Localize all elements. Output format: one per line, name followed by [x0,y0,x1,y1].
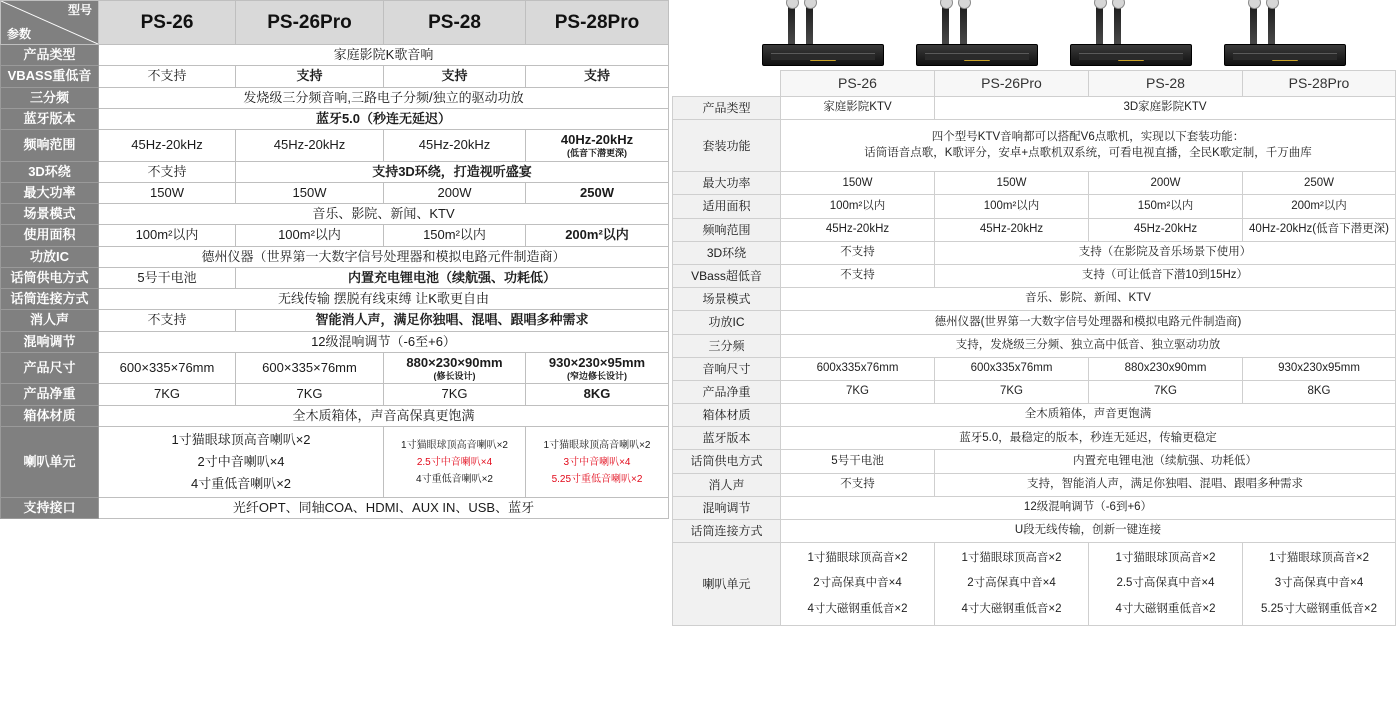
left-spec-row [1,225,669,246]
right-header-row [673,71,1396,97]
left-row-value-1: 不支持 [99,310,236,331]
right-row-value-1: 600x335x76mm [781,357,935,380]
right-row-label: 三分频 [673,334,781,357]
right-speaker-cell-2: 1寸猫眼球顶高音×2 2寸高保真中音×4 4寸大磁钢重低音×2 [935,543,1089,626]
left-row-label: 3D环绕 [1,161,99,182]
microphone-icon [1096,2,1103,46]
left-row-value-merged: 家庭影院K歌音响 [99,45,669,66]
microphone-icon [788,2,795,46]
left-spec-row [1,352,669,384]
left-row-value-2: 支持 [236,66,384,87]
right-spec-table-pane [670,0,1397,715]
left-spec-row [1,289,669,310]
left-spec-row [1,182,669,203]
left-model-header-2: PS-26Pro [236,1,384,45]
right-spec-row [673,334,1396,357]
left-row-value-merged: 音乐、影院、新闻、KTV [99,204,669,225]
left-row-value-1: 7KG [99,384,236,405]
left-row-label: 支持接口 [1,498,99,519]
right-spec-row [673,97,1396,120]
right-row-value-3: 150m²以内 [1089,195,1243,218]
right-row-value-1: 100m²以内 [781,195,935,218]
right-row-value-1: 45Hz-20kHz [781,218,935,241]
left-row-value-2: 内置充电锂电池（续航强、功耗低） [236,267,669,288]
left-row-value-merged: 蓝牙5.0（秒连无延迟） [99,108,669,129]
soundbar-icon [1224,44,1346,66]
right-row-value-1: 全木质箱体，声音更饱满 [781,404,1396,427]
microphone-icon [1250,2,1257,46]
right-spec-row [673,264,1396,287]
right-spec-row [673,195,1396,218]
right-row-value-1: 不支持 [781,473,935,496]
left-row-value-3: 150m²以内 [384,225,526,246]
right-row-label: 喇叭单元 [673,543,781,626]
left-spec-row [1,204,669,225]
right-row-value-2: 支持（可让低音下潜10到15Hz） [935,264,1396,287]
right-row-value-1: 不支持 [781,241,935,264]
left-spec-row [1,405,669,426]
brand-badge-icon [964,55,990,61]
left-spec-row [1,267,669,288]
left-row-label: 产品尺寸 [1,352,99,384]
left-spec-row [1,384,669,405]
right-row-label: 箱体材质 [673,404,781,427]
right-row-value-4: 250W [1243,172,1396,195]
brand-badge-icon [1272,55,1298,61]
left-row-value-1: 不支持 [99,66,236,87]
right-spec-table [672,70,1396,626]
right-row-label: 3D环绕 [673,241,781,264]
left-row-label: 话筒供电方式 [1,267,99,288]
left-row-value-1: 45Hz-20kHz [99,130,236,162]
product-image-row [672,0,1397,70]
right-model-header-4: PS-28Pro [1243,71,1396,97]
left-spec-table [0,0,669,519]
right-row-label: 最大功率 [673,172,781,195]
right-row-label: VBass超低音 [673,264,781,287]
left-row-value-3: 880×230×90mm (修长设计) [384,352,526,384]
left-spec-row [1,498,669,519]
left-row-value-2: 45Hz-20kHz [236,130,384,162]
right-row-value-4: 200m²以内 [1243,195,1396,218]
left-spec-table-pane [0,0,670,715]
brand-badge-icon [1118,55,1144,61]
right-row-value-2: 150W [935,172,1089,195]
right-row-label: 混响调节 [673,496,781,519]
right-spec-row [673,311,1396,334]
right-row-value-1: 蓝牙5.0，最稳定的版本，秒连无延迟，传输更稳定 [781,427,1396,450]
right-row-label: 音响尺寸 [673,357,781,380]
right-row-value-1: 德州仪器(世界第一大数字信号处理器和模拟电路元件制造商) [781,311,1396,334]
right-row-label: 适用面积 [673,195,781,218]
right-row-value-2: 100m²以内 [935,195,1089,218]
left-row-value-2: 7KG [236,384,384,405]
right-spec-row [673,380,1396,403]
left-row-value-4: 8KG [526,384,669,405]
right-model-header-2: PS-26Pro [935,71,1089,97]
left-header-row [1,1,669,45]
left-spec-row [1,66,669,87]
left-speaker-cell-1: 1寸猫眼球顶高音喇叭×2 2寸中音喇叭×4 4寸重低音喇叭×2 [99,426,384,497]
left-spec-row [1,45,669,66]
right-spec-row [673,357,1396,380]
left-model-header-4: PS-28Pro [526,1,669,45]
right-model-header-3: PS-28 [1089,71,1243,97]
right-row-label: 产品净重 [673,380,781,403]
microphone-icon [806,2,813,46]
right-row-value-1: U段无线传输，创新一键连接 [781,520,1396,543]
right-spec-row [673,218,1396,241]
left-row-value-2: 智能消人声，满足你独唱、混唱、跟唱多种需求 [236,310,669,331]
right-speaker-cell-1: 1寸猫眼球顶高音×2 2寸高保真中音×4 4寸大磁钢重低音×2 [781,543,935,626]
right-row-label: 话筒连接方式 [673,520,781,543]
right-spec-row [673,543,1396,626]
left-row-label: 三分频 [1,87,99,108]
left-row-value-1: 100m²以内 [99,225,236,246]
corner-header-cell [1,1,99,45]
left-row-value-2: 150W [236,182,384,203]
product-image-ps26 [750,0,904,70]
right-spec-row [673,241,1396,264]
right-row-value-3: 200W [1089,172,1243,195]
left-row-value-merged: 光纤OPT、同轴COA、HDMI、AUX IN、USB、蓝牙 [99,498,669,519]
right-row-value-2: 7KG [935,380,1089,403]
left-row-value-4: 支持 [526,66,669,87]
left-spec-row [1,87,669,108]
right-row-label: 消人声 [673,473,781,496]
right-row-value-1: 支持，发烧级三分频、独立高中低音、独立驱动功放 [781,334,1396,357]
left-row-value-4: 40Hz-20kHz (低音下潜更深) [526,130,669,162]
soundbar-icon [1070,44,1192,66]
right-row-value-4: 930x230x95mm [1243,357,1396,380]
right-spec-row [673,427,1396,450]
right-row-label: 产品类型 [673,97,781,120]
right-row-value-1: 150W [781,172,935,195]
right-row-value-2: 45Hz-20kHz [935,218,1089,241]
right-row-value-3: 45Hz-20kHz [1089,218,1243,241]
left-row-value-merged: 发烧级三分频音响,三路电子分频/独立的驱动功放 [99,87,669,108]
left-row-label: 话筒连接方式 [1,289,99,310]
left-row-value-merged: 全木质箱体，声音高保真更饱满 [99,405,669,426]
product-image-ps28 [1058,0,1212,70]
right-row-label: 场景模式 [673,288,781,311]
right-row-value-3: 7KG [1089,380,1243,403]
left-row-value-3: 200W [384,182,526,203]
brand-badge-icon [810,55,836,61]
right-spec-row [673,288,1396,311]
right-row-value-1: 12级混响调节（-6到+6） [781,496,1396,519]
left-spec-row [1,108,669,129]
left-row-value-2: 600×335×76mm [236,352,384,384]
left-spec-row [1,426,669,497]
microphone-icon [1268,2,1275,46]
corner-label-model: 型号 [67,3,92,17]
right-row-value-2: 3D家庭影院KTV [935,97,1396,120]
left-row-value-2: 支持3D环绕，打造视听盛宴 [236,161,669,182]
left-spec-row [1,310,669,331]
right-row-value-1: 四个型号KTV音响都可以搭配V6点歌机，实现以下套装功能： 话筒语音点歌，K歌评分，安卓+点歌机双系统，可看电视直播，全民K歌定制，千万曲库 [781,120,1396,172]
right-row-label: 蓝牙版本 [673,427,781,450]
left-row-label: 场景模式 [1,204,99,225]
left-row-value-merged: 12级混响调节（-6至+6） [99,331,669,352]
right-row-value-1: 5号干电池 [781,450,935,473]
left-row-label: 最大功率 [1,182,99,203]
soundbar-icon [762,44,884,66]
soundbar-icon [916,44,1038,66]
left-row-label: VBASS重低音 [1,66,99,87]
left-model-header-3: PS-28 [384,1,526,45]
right-row-value-4: 40Hz-20kHz(低音下潜更深) [1243,218,1396,241]
right-row-label: 话筒供电方式 [673,450,781,473]
right-spec-row [673,450,1396,473]
left-row-label: 产品净重 [1,384,99,405]
microphone-icon [960,2,967,46]
right-spec-row [673,404,1396,427]
microphone-icon [942,2,949,46]
right-model-header-1: PS-26 [781,71,935,97]
right-row-value-2: 支持（在影院及音乐场景下使用） [935,241,1396,264]
left-spec-row [1,331,669,352]
left-row-value-1: 5号干电池 [99,267,236,288]
left-row-value-merged: 德州仪器（世界第一大数字信号处理器和模拟电路元件制造商） [99,246,669,267]
right-row-value-2: 支持，智能消人声，满足你独唱、混唱、跟唱多种需求 [935,473,1396,496]
left-spec-row [1,161,669,182]
microphone-icon [1114,2,1121,46]
right-speaker-cell-4: 1寸猫眼球顶高音×2 3寸高保真中音×4 5.25寸大磁钢重低音×2 [1243,543,1396,626]
right-spec-row [673,520,1396,543]
left-spec-row [1,130,669,162]
right-corner-blank [673,71,781,97]
right-row-label: 功放IC [673,311,781,334]
right-row-value-1: 音乐、影院、新闻、KTV [781,288,1396,311]
right-spec-row [673,496,1396,519]
left-row-value-4: 930×230×95mm (窄边修长设计) [526,352,669,384]
right-spec-row [673,120,1396,172]
right-row-value-1: 家庭影院KTV [781,97,935,120]
left-row-value-4: 250W [526,182,669,203]
left-row-label: 混响调节 [1,331,99,352]
left-row-value-1: 不支持 [99,161,236,182]
product-image-ps26pro [904,0,1058,70]
right-row-label: 套装功能 [673,120,781,172]
right-row-label: 频响范围 [673,218,781,241]
right-row-value-1: 7KG [781,380,935,403]
right-row-value-1: 不支持 [781,264,935,287]
left-model-header-1: PS-26 [99,1,236,45]
left-row-value-3: 7KG [384,384,526,405]
left-row-label: 频响范围 [1,130,99,162]
left-row-label: 蓝牙版本 [1,108,99,129]
right-row-value-2: 内置充电锂电池（续航强、功耗低） [935,450,1396,473]
left-row-label: 箱体材质 [1,405,99,426]
left-row-value-1: 600×335×76mm [99,352,236,384]
left-row-label: 消人声 [1,310,99,331]
left-spec-row [1,246,669,267]
left-row-value-1: 150W [99,182,236,203]
left-speaker-cell-3: 1寸猫眼球顶高音喇叭×2 3寸中音喇叭×4 5.25寸重低音喇叭×2 [526,426,669,497]
left-row-value-3: 支持 [384,66,526,87]
right-row-value-2: 600x335x76mm [935,357,1089,380]
left-row-label: 功放IC [1,246,99,267]
right-spec-row [673,473,1396,496]
left-row-label: 产品类型 [1,45,99,66]
left-row-value-3: 45Hz-20kHz [384,130,526,162]
left-row-value-2: 100m²以内 [236,225,384,246]
left-row-label: 喇叭单元 [1,426,99,497]
corner-label-param: 参数 [7,27,32,41]
right-row-value-3: 880x230x90mm [1089,357,1243,380]
left-speaker-cell-2: 1寸猫眼球顶高音喇叭×2 2.5寸中音喇叭×4 4寸重低音喇叭×2 [384,426,526,497]
right-row-value-4: 8KG [1243,380,1396,403]
product-image-ps28pro [1212,0,1366,70]
left-row-value-4: 200m²以内 [526,225,669,246]
right-spec-row [673,172,1396,195]
left-row-label: 使用面积 [1,225,99,246]
right-speaker-cell-3: 1寸猫眼球顶高音×2 2.5寸高保真中音×4 4寸大磁钢重低音×2 [1089,543,1243,626]
left-row-value-merged: 无线传输 摆脱有线束缚 让K歌更自由 [99,289,669,310]
